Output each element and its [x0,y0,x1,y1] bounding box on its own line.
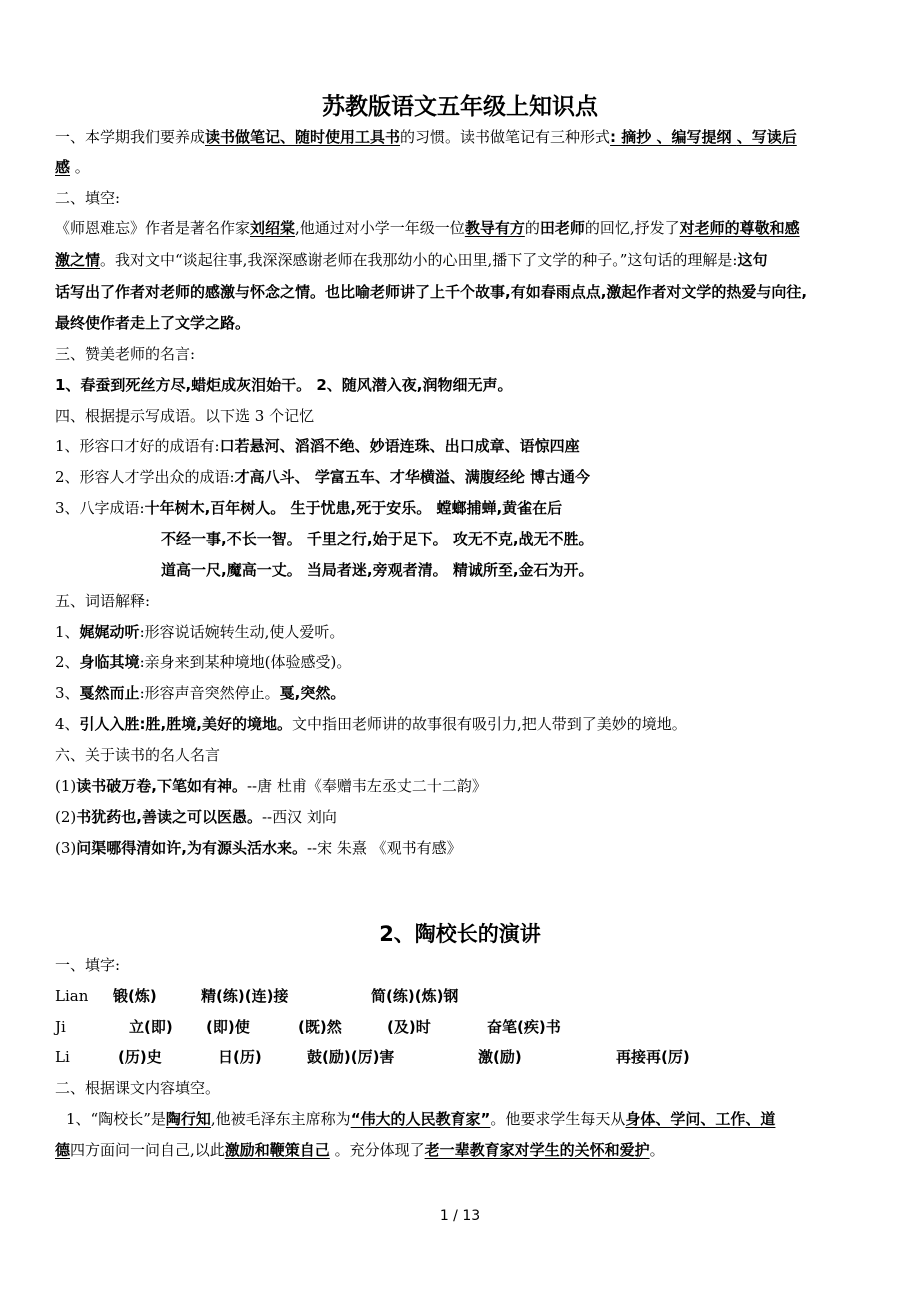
text: 。我对文中“谈起往事,我深深感谢老师在我那幼小的心田里,播下了文学的种子。”这句话的理解是: [100,251,738,269]
text: (1) [55,777,77,795]
text: ,他被毛泽东主席称为 [210,1110,351,1128]
text: 1、“陶校长”是 [66,1110,166,1128]
lesson-2-heading-2: 二、根据课文内容填空。 [55,1079,221,1097]
emphasis-text: 书犹药也,善读之可以医愚。 [76,808,262,826]
quote-3 [55,837,870,859]
emphasis-text: 老一辈教育家对学生的关怀和爱护 [424,1141,650,1159]
text: 2、 [55,653,80,671]
section-5-item-4 [55,713,870,735]
section-4-line-4: 不经一事,不长一智。 千里之行,始于足下。 攻无不克,战无不胜。 [161,530,594,548]
text: 四方面问一问自己,以此 [70,1141,225,1159]
emphasis-text: 田老师 [539,219,585,237]
quote-2 [55,806,870,828]
lesson-2-heading-1: 一、填字: [55,956,121,974]
fill-word: 立(即) [129,1018,173,1036]
text: 1、 [55,623,80,641]
section-5-item-1 [55,621,870,643]
section-2-line-4: 最终使作者走上了文学之路。 [55,314,251,332]
section-4-heading: 四、根据提示写成语。以下选 3 个记忆 [55,407,315,425]
section-4-line-1 [55,435,870,457]
emphasis-text: 陶行知 [165,1110,211,1128]
section-5-item-2 [55,651,870,673]
text: 的习惯。读书做笔记有三种形式 [400,128,611,146]
lesson-2-para-line-2 [55,1139,870,1161]
text: 《师恩难忘》作者是著名作家 [55,219,251,237]
section-4-line-3 [55,497,870,519]
fill-word: (既)然 [298,1018,342,1036]
section-2-heading: 二、填空: [55,189,121,207]
page-title: 苏教版语文五年级上知识点 [322,94,598,120]
fill-word: 日(历) [218,1048,262,1066]
text: :形容说话婉转生动,使人爱听。 [139,623,345,641]
fill-word: (即)使 [206,1018,250,1036]
text: 。 [70,158,90,176]
text: 3、 [55,684,80,702]
page-number: 1 / 13 [439,1208,481,1224]
text: 。他要求学生每天从 [490,1110,626,1128]
fill-word: 再接再(厉) [616,1048,690,1066]
text: 1、形容口才好的成语有: [55,437,220,455]
fill-word: 鼓(励)(厉)害 [307,1048,395,1066]
emphasis-text: 引人入胜:胜,胜境,美好的境地。 [79,715,292,733]
emphasis-text: : 摘抄 [610,128,657,146]
fill-word: 激(励) [478,1048,522,1066]
text: 4、 [55,715,80,733]
section-4-line-2 [55,466,870,488]
emphasis-text: 口若悬河、滔滔不绝、妙语连珠、出口成章、语惊四座 [219,437,580,455]
section-1-line-2 [55,156,870,178]
emphasis-text: 才高八斗、 学富五车、才华横溢、满腹经纶 博古通今 [234,468,591,486]
emphasis-text: 激励和鞭策自己 [224,1141,330,1159]
emphasis-text: 激之情 [55,251,101,269]
text: 文中指田老师讲的故事很有吸引力,把人带到了美妙的境地。 [291,715,687,733]
text: 一、本学期我们要养成 [55,128,206,146]
text: 。充分体现了 [329,1141,425,1159]
text: :形容声音突然停止。 [139,684,280,702]
section-3-heading: 三、赞美老师的名言: [55,345,196,363]
emphasis-text: 问渠哪得清如许,为有源头活水来。 [76,839,307,857]
text: ,他通过对小学一年级一位 [295,219,465,237]
emphasis-text: 教导有方 [464,219,525,237]
lesson-2-title: 2、陶校长的演讲 [379,922,541,946]
emphasis-text: 感 [55,158,71,176]
fill-word: (历)史 [118,1048,162,1066]
emphasis-text: 读书做笔记、随时使用工具书 [205,128,401,146]
section-6-heading: 六、关于读书的名人名言 [55,746,221,764]
emphasis-text: 、写读后 [736,128,797,146]
emphasis-text: 戛然而止 [79,684,140,702]
emphasis-text: 这句 [737,251,768,269]
text: --唐 杜甫《奉赠韦左丞丈二十二韵》 [246,777,487,795]
section-4-line-5: 道高一尺,魔高一丈。 当局者迷,旁观者清。 精诚所至,金石为开。 [161,561,594,579]
text: --宋 朱熹 《观书有感》 [306,839,462,857]
pinyin-ji: Ji [55,1018,66,1036]
text: 3、八字成语: [55,499,145,517]
text: --西汉 刘向 [261,808,337,826]
fill-word: 简(练)(炼)钢 [371,987,459,1005]
text: (3) [55,839,77,857]
section-5-item-3 [55,682,870,704]
text: 的 [524,219,540,237]
emphasis-text: 戛,突然。 [279,684,346,702]
emphasis-text: 、编写提纲 [656,128,737,146]
emphasis-text: 娓娓动听 [79,623,140,641]
fill-word: (及)时 [387,1018,431,1036]
section-2-line-3: 话写出了作者对老师的感激与怀念之情。也比喻老师讲了上千个故事,有如春雨点点,激起作者对文学的热爱与向往, [55,283,808,301]
emphasis-text: 身临其境 [79,653,140,671]
section-2-line-2 [55,249,870,271]
section-2-line-1 [55,217,870,239]
text: (2) [55,808,77,826]
fill-word: 精(练)(连)接 [201,987,289,1005]
text: 2、形容人才学出众的成语: [55,468,235,486]
emphasis-text: 对老师的尊敬和感 [679,219,800,237]
pinyin-li: Li [55,1048,70,1066]
emphasis-text: “伟大的人民教育家” [350,1110,491,1128]
emphasis-text: 读书破万卷,下笔如有神。 [76,777,247,795]
emphasis-text: 刘绍棠 [250,219,296,237]
quote-1 [55,775,870,797]
text: 。 [649,1141,665,1159]
section-3-text: 1、春蚕到死丝方尽,蜡炬成灰泪始干。 2、随风潜入夜,润物细无声。 [55,376,513,394]
fill-word: 奋笔(疾)书 [487,1018,561,1036]
emphasis-text: 身体、学问、工作、道 [625,1110,776,1128]
pinyin-lian: Lian [55,987,89,1005]
lesson-2-para-line-1 [66,1108,870,1130]
text: 的回忆,抒发了 [584,219,680,237]
fill-word: 锻(炼) [113,987,157,1005]
section-5-heading: 五、词语解释: [55,592,151,610]
emphasis-text: 德 [55,1141,71,1159]
emphasis-text: 十年树木,百年树人。 生于忧患,死于安乐。 螳螂捕蝉,黄雀在后 [144,499,563,517]
text: :亲身来到某种境地(体验感受)。 [139,653,352,671]
section-1-line-1 [55,126,870,148]
